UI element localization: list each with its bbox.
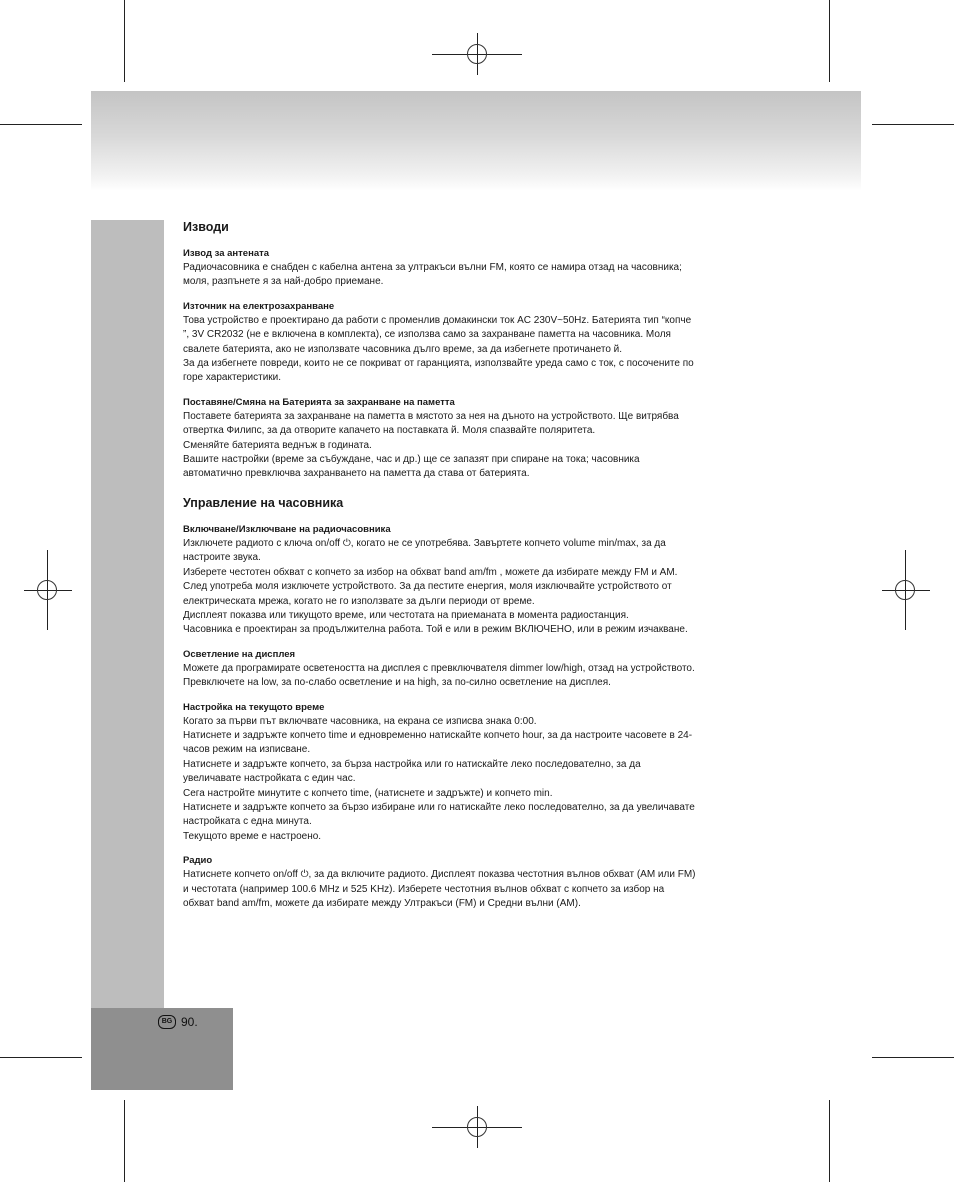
text-line: отвертка Филипс, за да отворите капачето на поставката й. Моля спазвайте поляритета. <box>183 425 596 437</box>
text-line: След употреба моля изключете устройството. За да пестите енергия, моля изключвайте устройството от <box>183 581 672 593</box>
page-number: 90. <box>181 1015 198 1029</box>
text-line: горе характеристики. <box>183 372 282 384</box>
subsection-heading: Радио <box>183 855 213 867</box>
text-line: настроите звука. <box>183 552 261 564</box>
text-line: За да избегнете повреди, които не се покриват от гаранцията, използвайте уреда само с ток, с посочените по <box>183 358 694 370</box>
text-line: и честотата (например 100.6 MHz и 525 KHz). Изберете честотния вълнов обхват с копчето за избор на <box>183 883 665 895</box>
crop-mark-bottom-right-vertical <box>829 1100 830 1182</box>
crop-mark-top-right-horizontal <box>872 124 954 125</box>
text-line: Превключете на low, за по-слабо осветление и на high, за по-силно осветление на дисплея. <box>183 677 611 689</box>
text-line: Натиснете копчето on/off ⏻, за да включите радиото. Дисплеят показва честотния вълнов обхват (AM или FM) <box>183 869 696 881</box>
page-footer <box>158 1015 198 1029</box>
section-title-clock-operation: Управление на часовника <box>183 495 344 510</box>
side-bar <box>91 220 164 1008</box>
subsection-display-dimmer <box>183 648 783 691</box>
subsection-heading: Извод за антената <box>183 248 270 259</box>
text-line: Вашите настройки (време за събуждане, час и др.) ще се запазят при спиране на тока; часовника <box>183 454 640 466</box>
language-badge: BG <box>158 1015 176 1029</box>
header-band <box>91 91 861 191</box>
crop-mark-top-left-vertical <box>124 0 125 82</box>
text-line: настройката с една минута. <box>183 816 312 828</box>
text-line: Дисплеят показва или тикущото време, или честотата на приеманата в момента радиостанция. <box>183 609 629 621</box>
crop-mark-top-left-horizontal <box>0 124 82 125</box>
subsection-power-on-off <box>183 523 783 638</box>
subsection-heading: Включване/Изключване на радиочасовника <box>183 523 391 535</box>
text-line: Натиснете и задръжте копчето time и едновременно натискайте копчето hour, за да настроите часовете в 24- <box>183 729 693 741</box>
text-line: Натиснете и задръжте копчето, за бърза настройка или го натискайте леко последователно, за да <box>183 758 641 770</box>
text-line: Можете да програмирате осветеността на дисплея с превключвателя dimmer low/high, отзад на устройството. <box>183 662 695 674</box>
text-line: Когато за първи път включвате часовника, на екрана се изписва знака 0:00. <box>183 715 537 727</box>
crop-mark-bottom-right-horizontal <box>872 1057 954 1058</box>
text-line: Радиочасовника е снабден с кабелна антена за ултракъси вълни FM, която се намира отзад на часовника; <box>183 262 682 273</box>
text-line: Изключете радиото с ключа on/off ⏻, когато не се употребява. Завъртете копчето volume min/max, за да <box>183 537 666 549</box>
subsection-power-source <box>183 300 783 386</box>
crop-mark-bottom-left-horizontal <box>0 1057 82 1058</box>
subsection-heading: Настройка на текущото време <box>183 701 325 713</box>
subsection-radio <box>183 854 783 911</box>
text-line: автоматично превключва захранването на паметта да става от батерията. <box>183 468 530 480</box>
text-line: Изберете честотен обхват с копчето за избор на обхват band am/fm , можете да избирате между FM и AM. <box>183 566 678 578</box>
subsection-antenna <box>183 247 783 290</box>
subsection-heading: Осветление на дисплея <box>183 648 296 660</box>
text-line: Това устройство е проектирано да работи с променлив домакински ток AC 230V~50Hz. Батерията тип “копче <box>183 314 692 326</box>
subsection-battery <box>183 396 783 482</box>
text-line: електрическата мрежа, когато не го използвате за дълги периоди от време. <box>183 595 535 607</box>
subsection-heading: Поставяне/Смяна на Батерията за захранване на паметта <box>183 396 455 408</box>
text-line: свалете батерията, ако не използвате часовника дълго време, за да избегнете протичането й. <box>183 343 623 355</box>
text-line: Натиснете и задръжте копчето за бързо избиране или го натискайте леко последователно, за да увеличавате <box>183 801 695 813</box>
crop-mark-top-right-vertical <box>829 0 830 82</box>
text-line: Поставете батерията за захранване на паметта в мястото за нея на дъното на устройството. Ще витрябва <box>183 410 679 422</box>
text-line: ”, 3V CR2032 (не е включена в комплекта), се използва само за захранване паметта на часовника. Моля <box>183 329 671 341</box>
text-line: Сменяйте батерията веднъж в годината. <box>183 439 372 451</box>
subsection-heading: Източник на електрозахранване <box>183 300 335 312</box>
text-line: моля, разпънете я за най-добро приемане. <box>183 276 384 288</box>
text-line: обхват band am/fm, можете да избирате между Ултракъси (FM) и Средни вълни (AM). <box>183 898 581 909</box>
main-content <box>183 218 783 911</box>
text-line: Сега настройте минутите с копчето time, (натиснете и задръжте) и копчето min. <box>183 787 553 799</box>
section-title-outputs: Изводи <box>183 220 229 234</box>
subsection-set-time <box>183 701 783 845</box>
crop-mark-bottom-left-vertical <box>124 1100 125 1182</box>
text-line: увеличавате настройката с един час. <box>183 773 356 785</box>
text-line: Текущото време е настроено. <box>183 830 322 842</box>
text-line: часов режим на изписване. <box>183 744 311 756</box>
text-line: Часовника е проектиран за продължителна работа. Той е или в режим ВКЛЮЧЕНО, или в режим изчакване. <box>183 624 688 636</box>
